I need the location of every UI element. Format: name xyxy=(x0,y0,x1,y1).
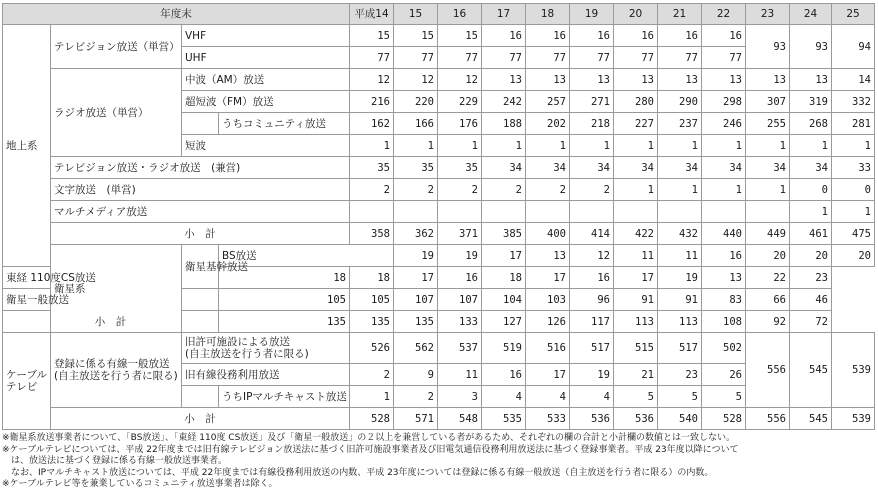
value-cell: 133 xyxy=(438,311,482,333)
row-label-cs110: 東経 110度CS放送 xyxy=(3,267,182,289)
table-row xyxy=(3,157,875,179)
row-label-vhf: VHF xyxy=(182,25,350,47)
value-cell: 113 xyxy=(658,311,702,333)
year-header: 22 xyxy=(702,4,746,25)
value-cell: 4 xyxy=(570,386,614,408)
header-year-end: 年度末 xyxy=(3,4,350,25)
table-row xyxy=(3,25,875,47)
value-cell: 66 xyxy=(746,289,790,311)
value-cell: 35 xyxy=(350,157,394,179)
value-cell: 257 xyxy=(526,91,570,113)
value-cell: 34 xyxy=(482,157,526,179)
value-cell: 15 xyxy=(350,25,394,47)
value-cell: 77 xyxy=(482,47,526,69)
value-cell: 4 xyxy=(482,386,526,408)
value-cell: 1 xyxy=(350,135,394,157)
value-cell xyxy=(658,201,702,223)
indent-cell xyxy=(182,386,219,408)
value-cell: 475 xyxy=(832,223,875,245)
value-cell: 1 xyxy=(658,135,702,157)
value-cell: 188 xyxy=(482,113,526,135)
row-label-tv-radio: テレビジョン放送・ラジオ放送 (兼営) xyxy=(51,157,350,179)
value-cell: 298 xyxy=(702,91,746,113)
value-cell: 319 xyxy=(790,91,832,113)
value-cell: 1 xyxy=(394,135,438,157)
value-cell: 556 xyxy=(746,408,790,430)
value-cell: 19 xyxy=(658,267,702,289)
value-cell: 385 xyxy=(482,223,526,245)
footnote: ※衛星系放送事業者について、「BS放送」、「東経 110度 CS放送」及び「衛星一般放送」の２以上を兼営している者があるため、それぞれの欄の合計と小計欄の数値とは一致しない。 xyxy=(2,433,735,443)
value-cell: 17 xyxy=(482,245,526,267)
value-cell: 23 xyxy=(658,364,702,386)
value-cell: 16 xyxy=(438,267,482,289)
row-label-cable-reg: 登録に係る有線一般放送 (自主放送を行う者に限る) xyxy=(51,333,182,408)
value-cell: 5 xyxy=(614,386,658,408)
value-cell: 1 xyxy=(832,201,875,223)
value-cell: 202 xyxy=(526,113,570,135)
value-cell: 517 xyxy=(658,333,702,364)
value-cell: 536 xyxy=(614,408,658,430)
value-cell: 242 xyxy=(482,91,526,113)
value-cell: 34 xyxy=(526,157,570,179)
value-cell: 515 xyxy=(614,333,658,364)
value-cell: 1 xyxy=(790,135,832,157)
value-cell: 539 xyxy=(832,408,875,430)
value-cell: 15 xyxy=(394,25,438,47)
value-cell: 227 xyxy=(614,113,658,135)
indent-cell xyxy=(182,113,219,135)
value-cell: 533 xyxy=(526,408,570,430)
value-cell: 16 xyxy=(702,245,746,267)
value-cell: 13 xyxy=(526,69,570,91)
value-cell: 34 xyxy=(614,157,658,179)
value-cell: 11 xyxy=(614,245,658,267)
group-satellite: 衛星系 xyxy=(51,245,182,333)
value-cell: 358 xyxy=(350,223,394,245)
value-cell: 35 xyxy=(394,157,438,179)
value-cell: 33 xyxy=(832,157,875,179)
table-row xyxy=(3,311,875,333)
value-cell: 22 xyxy=(746,267,790,289)
value-cell: 281 xyxy=(832,113,875,135)
value-cell: 117 xyxy=(570,311,614,333)
year-header: 24 xyxy=(790,4,832,25)
row-label-radio: ラジオ放送（単営） xyxy=(51,69,182,157)
value-cell: 34 xyxy=(570,157,614,179)
broadcaster-count-table xyxy=(2,3,875,430)
row-label-old-permit: 旧許可施設による放送 (自主放送を行う者に限る) xyxy=(182,333,350,364)
value-cell: 34 xyxy=(746,157,790,179)
value-cell: 34 xyxy=(702,157,746,179)
value-cell: 220 xyxy=(394,91,438,113)
value-cell xyxy=(614,201,658,223)
value-cell: 13 xyxy=(702,267,746,289)
footnote: ※ケーブルテレビ等を兼業しているコミュニティ放送事業者は除く。 xyxy=(2,479,278,489)
value-cell: 268 xyxy=(790,113,832,135)
value-cell xyxy=(526,201,570,223)
value-cell: 14 xyxy=(832,69,875,91)
value-cell: 12 xyxy=(350,69,394,91)
value-cell: 290 xyxy=(658,91,702,113)
year-header: 平成14 xyxy=(350,4,394,25)
value-cell: 422 xyxy=(614,223,658,245)
value-cell: 15 xyxy=(438,25,482,47)
value-cell: 1 xyxy=(702,135,746,157)
row-label-subtotal: 小 計 xyxy=(51,223,350,245)
value-cell: 105 xyxy=(219,289,350,311)
value-cell: 12 xyxy=(394,69,438,91)
value-cell: 113 xyxy=(614,311,658,333)
value-cell: 1 xyxy=(482,135,526,157)
value-cell: 18 xyxy=(219,267,350,289)
value-cell: 135 xyxy=(219,311,350,333)
year-header: 17 xyxy=(482,4,526,25)
value-cell: 1 xyxy=(658,179,702,201)
value-cell: 107 xyxy=(394,289,438,311)
value-cell: 35 xyxy=(438,157,482,179)
value-cell: 20 xyxy=(746,245,790,267)
value-cell: 2 xyxy=(570,179,614,201)
year-header: 19 xyxy=(570,4,614,25)
row-label-multimedia: マルチメディア放送 xyxy=(51,201,350,223)
value-cell: 17 xyxy=(394,267,438,289)
value-cell: 307 xyxy=(746,91,790,113)
footnote: ※ケーブルテレビについては、平成 22年度までは旧有線テレビジョン放送法に基づく旧許可施設事業者及び旧電気通信役務利用放送法に基づく登録事業者。平成 23年度以降について xyxy=(2,444,739,455)
value-cell: 255 xyxy=(746,113,790,135)
value-cell: 2 xyxy=(438,179,482,201)
row-label-am: 中波（AM）放送 xyxy=(182,69,350,91)
value-cell: 1 xyxy=(614,135,658,157)
value-cell: 5 xyxy=(702,386,746,408)
value-cell: 96 xyxy=(570,289,614,311)
table-row xyxy=(3,333,875,364)
year-header: 20 xyxy=(614,4,658,25)
year-header: 16 xyxy=(438,4,482,25)
value-cell: 21 xyxy=(614,364,658,386)
value-cell xyxy=(570,201,614,223)
value-cell: 16 xyxy=(658,25,702,47)
value-cell: 176 xyxy=(438,113,482,135)
value-cell: 362 xyxy=(394,223,438,245)
value-cell: 229 xyxy=(438,91,482,113)
value-cell: 13 xyxy=(746,69,790,91)
value-cell: 535 xyxy=(482,408,526,430)
row-label-subtotal: 小 計 xyxy=(51,408,350,430)
value-cell: 12 xyxy=(438,69,482,91)
group-terrestrial: 地上系 xyxy=(3,25,51,267)
row-label-community: うちコミュニティ放送 xyxy=(219,113,350,135)
value-cell: 17 xyxy=(526,267,570,289)
row-label-fm: 超短波（FM）放送 xyxy=(182,91,350,113)
year-header: 15 xyxy=(394,4,438,25)
value-cell: 1 xyxy=(790,201,832,223)
table-row xyxy=(3,408,875,430)
row-label-bs: BS放送 xyxy=(219,245,394,267)
value-cell: 516 xyxy=(526,333,570,364)
value-cell: 20 xyxy=(832,245,875,267)
value-cell: 1 xyxy=(746,135,790,157)
value-cell: 23 xyxy=(790,267,832,289)
value-cell: 237 xyxy=(658,113,702,135)
group-cable: ケーブル テレビ xyxy=(3,333,51,430)
value-cell: 2 xyxy=(394,179,438,201)
table-row xyxy=(3,245,875,267)
value-cell: 2 xyxy=(350,364,394,386)
value-cell: 16 xyxy=(570,25,614,47)
row-label-sat-general: 衛星一般放送 xyxy=(3,289,219,311)
value-cell: 1 xyxy=(526,135,570,157)
value-cell: 77 xyxy=(614,47,658,69)
value-cell: 91 xyxy=(614,289,658,311)
table-row xyxy=(3,201,875,223)
value-cell: 20 xyxy=(790,245,832,267)
value-cell: 16 xyxy=(702,25,746,47)
value-cell: 72 xyxy=(790,311,832,333)
table-row xyxy=(3,69,875,91)
value-cell: 135 xyxy=(394,311,438,333)
year-header: 23 xyxy=(746,4,790,25)
value-cell: 77 xyxy=(438,47,482,69)
value-cell: 0 xyxy=(790,179,832,201)
value-cell: 440 xyxy=(702,223,746,245)
value-cell: 4 xyxy=(526,386,570,408)
value-cell: 332 xyxy=(832,91,875,113)
value-cell: 93 xyxy=(790,25,832,69)
value-cell: 1 xyxy=(832,135,875,157)
value-cell: 517 xyxy=(570,333,614,364)
footnote: は、放送法に基づく登録に係る有線一般放送事業者。 xyxy=(2,456,228,466)
row-label-tv: テレビジョン放送（単営） xyxy=(51,25,182,69)
value-cell: 105 xyxy=(350,289,394,311)
value-cell: 556 xyxy=(746,333,790,408)
value-cell: 246 xyxy=(702,113,746,135)
row-label-uhf: UHF xyxy=(182,47,350,69)
value-cell: 126 xyxy=(526,311,570,333)
value-cell: 545 xyxy=(790,408,832,430)
value-cell: 34 xyxy=(658,157,702,179)
value-cell: 16 xyxy=(482,25,526,47)
value-cell: 545 xyxy=(790,333,832,408)
value-cell: 77 xyxy=(394,47,438,69)
value-cell: 16 xyxy=(482,364,526,386)
value-cell: 18 xyxy=(350,267,394,289)
value-cell: 166 xyxy=(394,113,438,135)
value-cell: 0 xyxy=(832,179,875,201)
value-cell: 216 xyxy=(350,91,394,113)
value-cell: 414 xyxy=(570,223,614,245)
value-cell: 19 xyxy=(570,364,614,386)
value-cell: 218 xyxy=(570,113,614,135)
value-cell: 539 xyxy=(832,333,875,408)
value-cell: 1 xyxy=(350,386,394,408)
value-cell: 548 xyxy=(438,408,482,430)
table-row xyxy=(3,223,875,245)
value-cell xyxy=(702,201,746,223)
value-cell: 2 xyxy=(350,179,394,201)
value-cell: 16 xyxy=(570,267,614,289)
value-cell: 1 xyxy=(702,179,746,201)
value-cell: 16 xyxy=(526,25,570,47)
value-cell: 540 xyxy=(658,408,702,430)
value-cell: 135 xyxy=(350,311,394,333)
value-cell: 94 xyxy=(832,25,875,69)
value-cell xyxy=(394,201,438,223)
value-cell: 77 xyxy=(350,47,394,69)
table-row xyxy=(3,289,875,311)
value-cell: 77 xyxy=(570,47,614,69)
value-cell xyxy=(438,201,482,223)
value-cell: 107 xyxy=(438,289,482,311)
value-cell: 400 xyxy=(526,223,570,245)
value-cell: 1 xyxy=(438,135,482,157)
value-cell xyxy=(746,201,790,223)
value-cell: 519 xyxy=(482,333,526,364)
value-cell: 562 xyxy=(394,333,438,364)
value-cell: 77 xyxy=(702,47,746,69)
value-cell: 11 xyxy=(658,245,702,267)
value-cell xyxy=(350,201,394,223)
row-label-ip-multicast: うちIPマルチキャスト放送 xyxy=(219,386,350,408)
value-cell: 162 xyxy=(350,113,394,135)
value-cell: 571 xyxy=(394,408,438,430)
value-cell: 12 xyxy=(570,245,614,267)
value-cell: 19 xyxy=(394,245,438,267)
value-cell: 528 xyxy=(702,408,746,430)
row-label-old-service: 旧有線役務利用放送 xyxy=(182,364,350,386)
value-cell: 17 xyxy=(526,364,570,386)
value-cell: 93 xyxy=(746,25,790,69)
row-label-sat-basic: 衛星基幹放送 xyxy=(182,245,219,289)
value-cell: 1 xyxy=(570,135,614,157)
year-header: 21 xyxy=(658,4,702,25)
row-label-sw: 短波 xyxy=(182,135,350,157)
value-cell: 1 xyxy=(614,179,658,201)
value-cell: 536 xyxy=(570,408,614,430)
value-cell: 83 xyxy=(702,289,746,311)
value-cell: 280 xyxy=(614,91,658,113)
table-row xyxy=(3,4,875,25)
value-cell: 19 xyxy=(438,245,482,267)
value-cell: 77 xyxy=(526,47,570,69)
value-cell: 17 xyxy=(614,267,658,289)
value-cell: 9 xyxy=(394,364,438,386)
value-cell: 526 xyxy=(350,333,394,364)
value-cell: 5 xyxy=(658,386,702,408)
value-cell: 77 xyxy=(658,47,702,69)
value-cell: 16 xyxy=(614,25,658,47)
value-cell: 13 xyxy=(526,245,570,267)
value-cell: 371 xyxy=(438,223,482,245)
value-cell: 461 xyxy=(790,223,832,245)
value-cell: 3 xyxy=(438,386,482,408)
value-cell: 92 xyxy=(746,311,790,333)
value-cell: 537 xyxy=(438,333,482,364)
value-cell: 528 xyxy=(350,408,394,430)
value-cell: 449 xyxy=(746,223,790,245)
value-cell: 13 xyxy=(658,69,702,91)
value-cell: 127 xyxy=(482,311,526,333)
value-cell: 2 xyxy=(482,179,526,201)
value-cell: 13 xyxy=(702,69,746,91)
value-cell: 432 xyxy=(658,223,702,245)
footnotes xyxy=(2,433,876,491)
value-cell: 2 xyxy=(526,179,570,201)
value-cell: 26 xyxy=(702,364,746,386)
value-cell: 103 xyxy=(526,289,570,311)
value-cell: 13 xyxy=(482,69,526,91)
year-header: 25 xyxy=(832,4,875,25)
value-cell: 11 xyxy=(438,364,482,386)
value-cell: 502 xyxy=(702,333,746,364)
value-cell: 13 xyxy=(790,69,832,91)
table-row xyxy=(3,267,875,289)
value-cell: 91 xyxy=(658,289,702,311)
year-header: 18 xyxy=(526,4,570,25)
table-row xyxy=(3,179,875,201)
row-label-text: 文字放送 (単営) xyxy=(51,179,350,201)
value-cell: 34 xyxy=(790,157,832,179)
value-cell: 271 xyxy=(570,91,614,113)
value-cell: 2 xyxy=(394,386,438,408)
value-cell xyxy=(482,201,526,223)
value-cell: 108 xyxy=(702,311,746,333)
value-cell: 46 xyxy=(790,289,832,311)
value-cell: 13 xyxy=(570,69,614,91)
footnote: なお、IPマルチキャスト放送については、平成 22年度までは有線役務利用放送の内数、平成 23年度については登録に係る有線一般放送（自主放送を行う者に限る）の内数。 xyxy=(2,467,714,478)
row-label-subtotal: 小 計 xyxy=(3,311,219,333)
value-cell: 13 xyxy=(614,69,658,91)
value-cell: 104 xyxy=(482,289,526,311)
value-cell: 18 xyxy=(482,267,526,289)
value-cell: 1 xyxy=(746,179,790,201)
